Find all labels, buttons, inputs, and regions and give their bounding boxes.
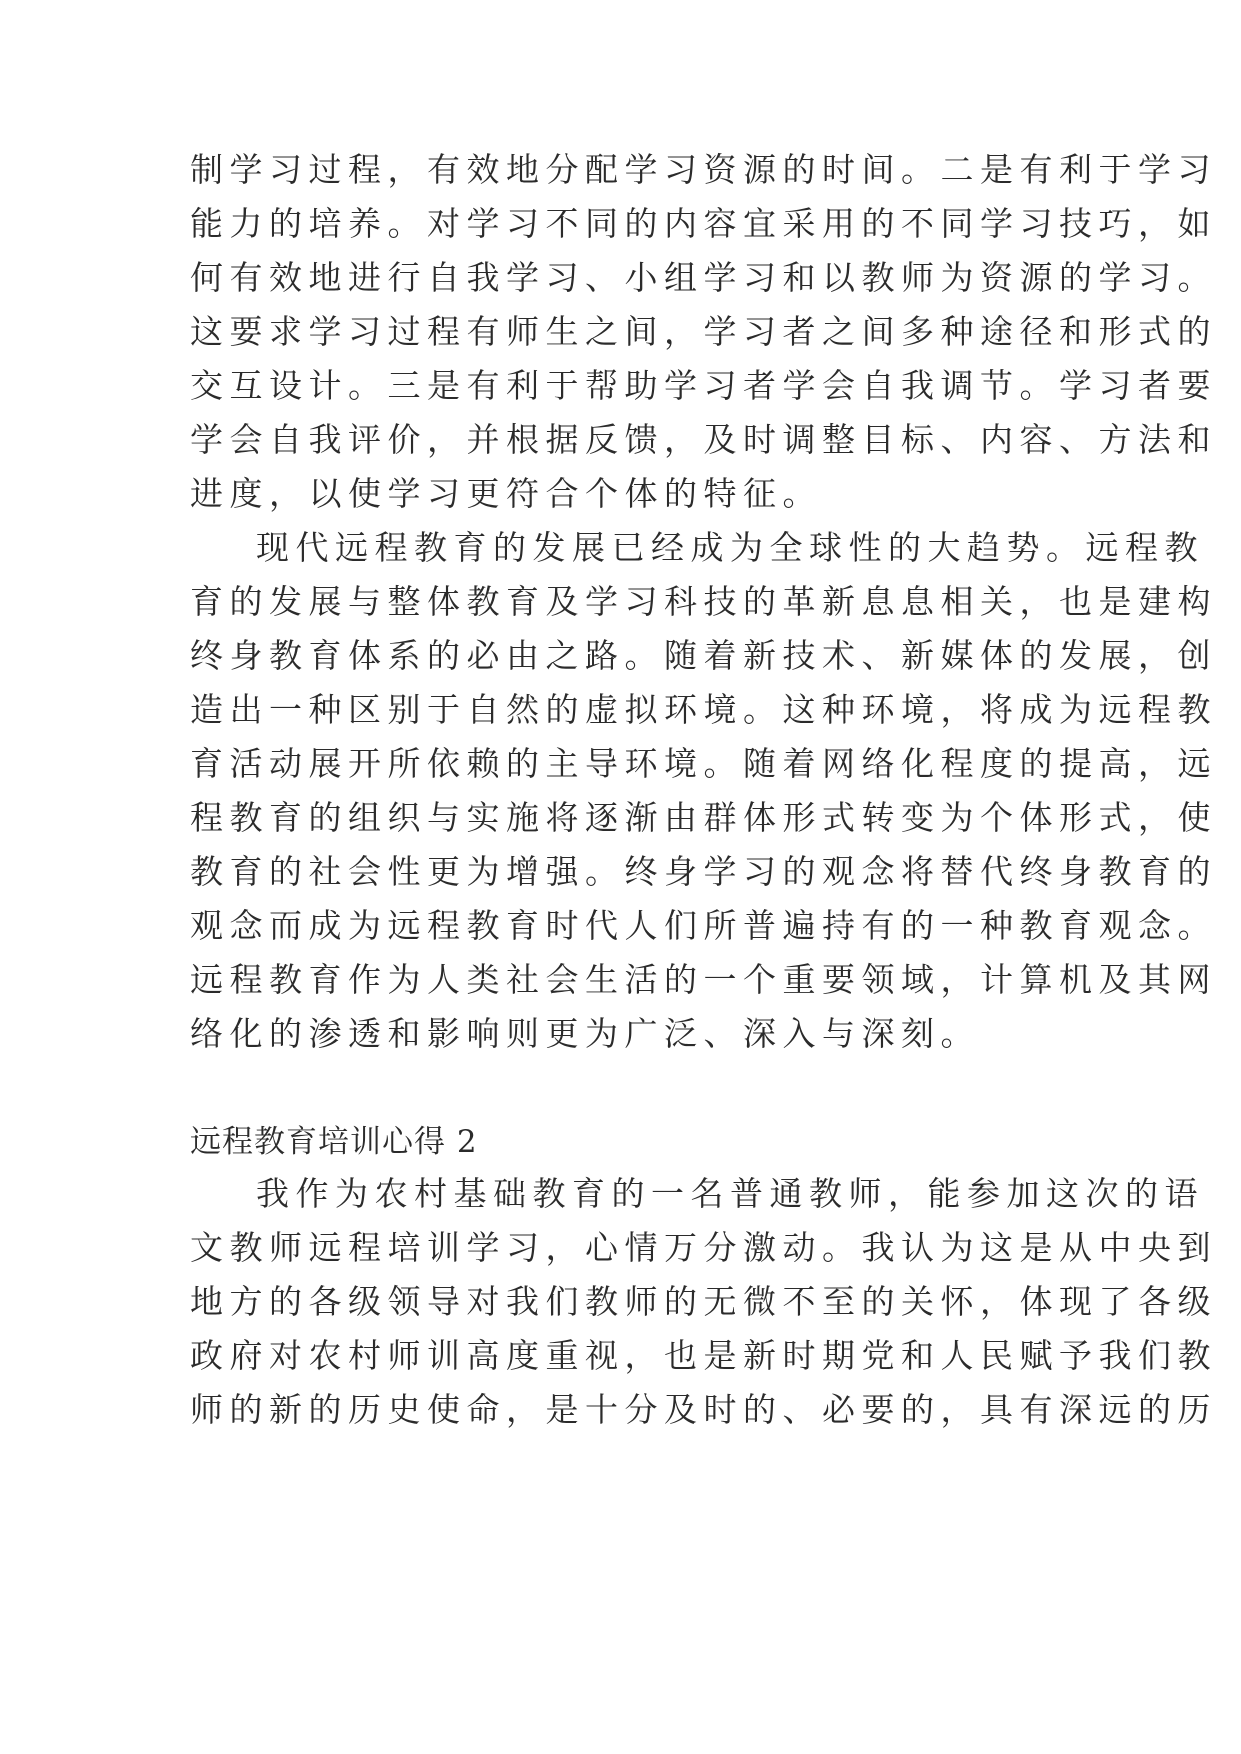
paragraph-line: 能力的培养。对学习不同的内容宜采用的不同学习技巧，如 <box>190 204 1217 243</box>
paragraph-line: 程教育的组织与实施将逐渐由群体形式转变为个体形式，使 <box>190 798 1217 837</box>
paragraph-line: 教育的社会性更为增强。终身学习的观念将替代终身教育的 <box>190 852 1217 891</box>
paragraph-line: 学会自我评价，并根据反馈，及时调整目标、内容、方法和 <box>190 420 1217 459</box>
paragraph-line: 现代远程教育的发展已经成为全球性的大趋势。远程教 <box>256 528 1204 567</box>
paragraph-line: 何有效地进行自我学习、小组学习和以教师为资源的学习。 <box>190 258 1217 297</box>
paragraph-line: 制学习过程，有效地分配学习资源的时间。二是有利于学习 <box>190 150 1217 189</box>
paragraph-line: 进度，以使学习更符合个体的特征。 <box>190 474 822 513</box>
paragraph-line: 观念而成为远程教育时代人们所普遍持有的一种教育观念。 <box>190 906 1217 945</box>
paragraph-line: 文教师远程培训学习，心情万分激动。我认为这是从中央到 <box>190 1228 1217 1267</box>
paragraph-line: 远程教育作为人类社会生活的一个重要领域，计算机及其网 <box>190 960 1217 999</box>
paragraph-line: 络化的渗透和影响则更为广泛、深入与深刻。 <box>190 1014 980 1053</box>
paragraph-line: 师的新的历史使命，是十分及时的、必要的，具有深远的历 <box>190 1390 1217 1429</box>
paragraph-line: 地方的各级领导对我们教师的无微不至的关怀，体现了各级 <box>190 1282 1217 1321</box>
paragraph-line: 造出一种区别于自然的虚拟环境。这种环境，将成为远程教 <box>190 690 1217 729</box>
paragraph-line: 育的发展与整体教育及学习科技的革新息息相关，也是建构 <box>190 582 1217 621</box>
paragraph-line: 我作为农村基础教育的一名普通教师，能参加这次的语 <box>256 1174 1204 1213</box>
paragraph-line: 育活动展开所依赖的主导环境。随着网络化程度的提高，远 <box>190 744 1217 783</box>
section-heading: 远程教育培训心得 2 <box>190 1124 478 1160</box>
paragraph-line: 这要求学习过程有师生之间，学习者之间多种途径和形式的 <box>190 312 1217 351</box>
paragraph-line: 终身教育体系的必由之路。随着新技术、新媒体的发展，创 <box>190 636 1217 675</box>
paragraph-line: 政府对农村师训高度重视，也是新时期党和人民赋予我们教 <box>190 1336 1217 1375</box>
paragraph-line: 交互设计。三是有利于帮助学习者学会自我调节。学习者要 <box>190 366 1217 405</box>
